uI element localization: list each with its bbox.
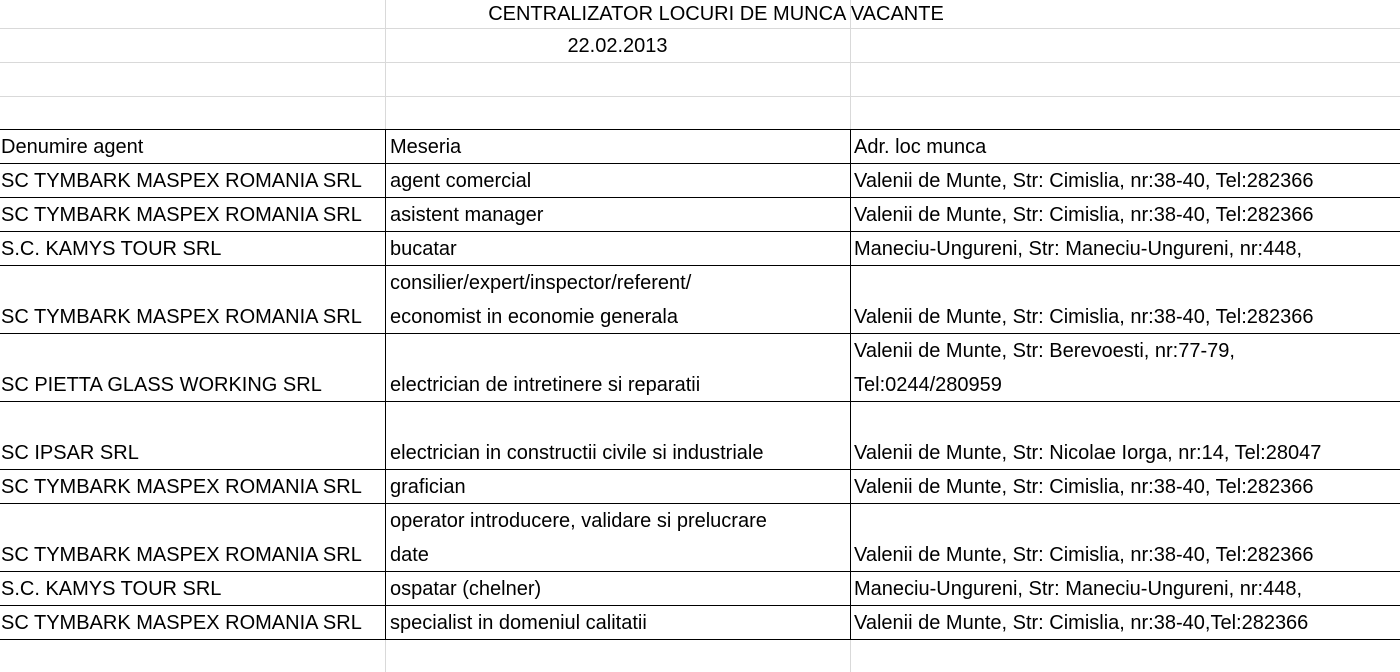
job-title: bucatar bbox=[390, 238, 457, 260]
table-border bbox=[0, 231, 1400, 232]
table-border bbox=[850, 129, 851, 640]
table-border bbox=[0, 639, 1400, 640]
job-title: ospatar (chelner) bbox=[390, 578, 542, 600]
agent-name: SC PIETTA GLASS WORKING SRL bbox=[1, 374, 322, 396]
job-title: consilier/expert/inspector/referent/ bbox=[390, 272, 692, 294]
job-title: specialist in domeniul calitatii bbox=[390, 612, 647, 634]
table-row bbox=[0, 232, 1400, 266]
table-row bbox=[0, 572, 1400, 606]
address-text: Valenii de Munte, Str: Nicolae Iorga, nr:14, Tel:28047 bbox=[854, 442, 1322, 464]
agent-cell[interactable] bbox=[0, 164, 385, 198]
table-border bbox=[0, 197, 1400, 198]
address-cell[interactable] bbox=[850, 164, 1400, 198]
job-title: date bbox=[390, 544, 429, 566]
agent-cell[interactable] bbox=[0, 470, 385, 504]
agent-name: SC IPSAR SRL bbox=[1, 442, 139, 464]
agent-name: SC TYMBARK MASPEX ROMANIA SRL bbox=[1, 306, 362, 328]
header-address[interactable] bbox=[850, 130, 1400, 164]
header-address-label: Adr. loc munca bbox=[854, 136, 987, 158]
job-cell[interactable] bbox=[385, 504, 850, 572]
table-row bbox=[0, 402, 1400, 470]
job-title: asistent manager bbox=[390, 204, 544, 226]
address-cell[interactable] bbox=[850, 606, 1400, 640]
job-title: economist in economie generala bbox=[390, 306, 678, 328]
header-job-label: Meseria bbox=[390, 136, 462, 158]
job-cell[interactable] bbox=[385, 164, 850, 198]
job-title: electrician in constructii civile si industriale bbox=[390, 442, 764, 464]
agent-name: S.C. KAMYS TOUR SRL bbox=[1, 578, 222, 600]
agent-name: SC TYMBARK MASPEX ROMANIA SRL bbox=[1, 476, 362, 498]
job-cell[interactable] bbox=[385, 198, 850, 232]
address-text: Valenii de Munte, Str: Cimislia, nr:38-40,Tel:282366 bbox=[854, 612, 1309, 634]
job-cell[interactable] bbox=[385, 334, 850, 402]
address-cell[interactable] bbox=[850, 266, 1400, 334]
job-cell[interactable] bbox=[385, 266, 850, 334]
agent-cell[interactable] bbox=[0, 402, 385, 470]
job-cell[interactable] bbox=[385, 470, 850, 504]
table-row bbox=[0, 504, 1400, 572]
table-border bbox=[0, 605, 1400, 606]
table-row bbox=[0, 164, 1400, 198]
sheet-date: 22.02.2013 bbox=[567, 35, 668, 57]
address-cell[interactable] bbox=[850, 470, 1400, 504]
table-row bbox=[0, 606, 1400, 640]
address-cell[interactable] bbox=[850, 334, 1400, 402]
agent-cell[interactable] bbox=[0, 606, 385, 640]
header-job[interactable] bbox=[385, 130, 850, 164]
agent-name: S.C. KAMYS TOUR SRL bbox=[1, 238, 222, 260]
address-text: Valenii de Munte, Str: Cimislia, nr:38-40, Tel:282366 bbox=[854, 170, 1314, 192]
agent-cell[interactable] bbox=[0, 266, 385, 334]
address-text: Maneciu-Ungureni, Str: Maneciu-Ungureni, nr:448, bbox=[854, 578, 1302, 600]
address-cell[interactable] bbox=[850, 402, 1400, 470]
address-cell[interactable] bbox=[850, 198, 1400, 232]
table-border bbox=[0, 401, 1400, 402]
job-title: electrician de intretinere si reparatii bbox=[390, 374, 701, 396]
table-row bbox=[0, 470, 1400, 504]
address-cell[interactable] bbox=[850, 572, 1400, 606]
table-row bbox=[0, 334, 1400, 402]
table-border bbox=[0, 469, 1400, 470]
agent-cell[interactable] bbox=[0, 232, 385, 266]
job-cell[interactable] bbox=[385, 572, 850, 606]
gridline bbox=[0, 62, 1400, 63]
job-title: operator introducere, validare si prelucrare bbox=[390, 510, 767, 532]
table-border bbox=[0, 129, 1400, 130]
agent-name: SC TYMBARK MASPEX ROMANIA SRL bbox=[1, 612, 362, 634]
agent-cell[interactable] bbox=[0, 504, 385, 572]
address-text: Valenii de Munte, Str: Cimislia, nr:38-40, Tel:282366 bbox=[854, 204, 1314, 226]
agent-cell[interactable] bbox=[0, 572, 385, 606]
address-text: Tel:0244/280959 bbox=[854, 374, 1002, 396]
address-cell[interactable] bbox=[850, 232, 1400, 266]
table-border bbox=[0, 503, 1400, 504]
table-row bbox=[0, 198, 1400, 232]
address-text: Maneciu-Ungureni, Str: Maneciu-Ungureni, nr:448, bbox=[854, 238, 1302, 260]
table-row bbox=[0, 266, 1400, 334]
table-border bbox=[0, 333, 1400, 334]
agent-name: SC TYMBARK MASPEX ROMANIA SRL bbox=[1, 544, 362, 566]
table-header-row bbox=[0, 130, 1400, 164]
gridline bbox=[0, 28, 1400, 29]
agent-cell[interactable] bbox=[0, 334, 385, 402]
header-agent-label: Denumire agent bbox=[1, 136, 144, 158]
job-cell[interactable] bbox=[385, 402, 850, 470]
agent-name: SC TYMBARK MASPEX ROMANIA SRL bbox=[1, 204, 362, 226]
agent-cell[interactable] bbox=[0, 198, 385, 232]
table-border bbox=[0, 571, 1400, 572]
table-border bbox=[0, 163, 1400, 164]
table-border bbox=[385, 129, 386, 640]
job-title: agent comercial bbox=[390, 170, 532, 192]
address-cell[interactable] bbox=[850, 504, 1400, 572]
gridline bbox=[0, 96, 1400, 97]
agent-name: SC TYMBARK MASPEX ROMANIA SRL bbox=[1, 170, 362, 192]
job-title: grafician bbox=[390, 476, 466, 498]
address-text: Valenii de Munte, Str: Cimislia, nr:38-40, Tel:282366 bbox=[854, 306, 1314, 328]
address-text: Valenii de Munte, Str: Cimislia, nr:38-40, Tel:282366 bbox=[854, 476, 1314, 498]
sheet-title: CENTRALIZATOR LOCURI DE MUNCA VACANTE bbox=[488, 3, 944, 25]
header-agent[interactable] bbox=[0, 130, 385, 164]
address-text: Valenii de Munte, Str: Cimislia, nr:38-40, Tel:282366 bbox=[854, 544, 1314, 566]
table-border bbox=[0, 265, 1400, 266]
job-cell[interactable] bbox=[385, 606, 850, 640]
job-cell[interactable] bbox=[385, 232, 850, 266]
address-text: Valenii de Munte, Str: Berevoesti, nr:77-79, bbox=[854, 340, 1235, 362]
